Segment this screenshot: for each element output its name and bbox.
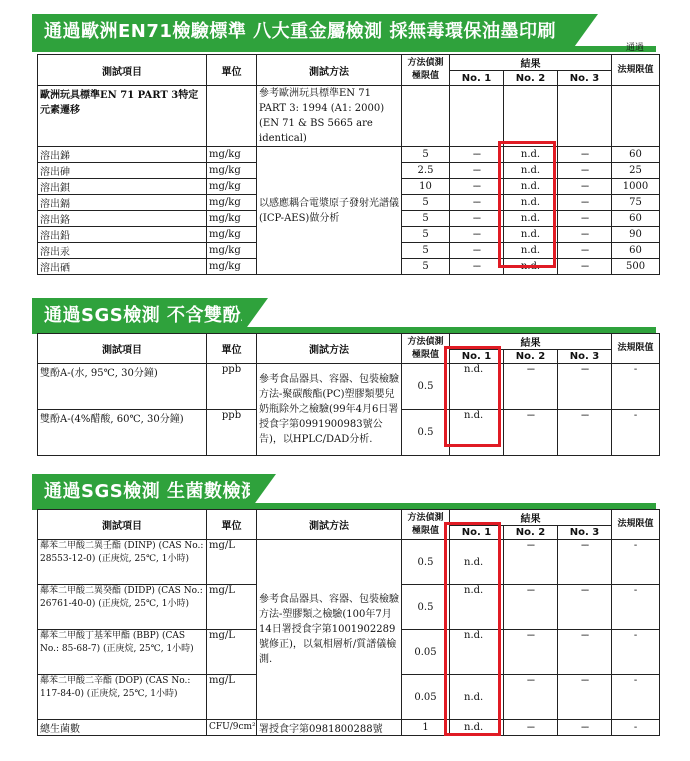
header-method: 測試方法 [257, 55, 402, 86]
table-row-item: 鄰苯二甲酸二異壬酯 (DINP) (CAS No.: 28553-12-0) (正庚烷, 25℃, 1小時) [38, 540, 207, 585]
highlight-box [498, 141, 556, 268]
table-row-item: 溶出砷 [38, 163, 207, 179]
table-row-item: 雙酚A-(4%醋酸, 60℃, 30分鐘) [38, 410, 207, 456]
section1-table: 測試項目 單位 測試方法 方法偵測極限值 結果 法規限值 No. 1 No. 2 No. 3 歐洲玩具標準EN 71 PART 3特定元素遷移 參考歐洲玩具標準EN 71 PART 3: 1994 (A1: 2000) (EN 71 & BS 5665 are identical) 溶出銻 mg/kg 以感應耦合電漿原子發射光譜儀(ICP-AES)做分析 5 --- n.d. --- 60 溶出砷 mg/kg 2.5 --- n.d. --- 25 溶出鋇 mg/kg 10 --- n.d. --- 1000 溶出鎘 mg/kg 5 --- n.d. --- 75 溶出鉻 mg/kg 5 --- n.d. --- 60 溶出鉛 mg/kg 5 --- n.d. --- 90 溶出汞 mg/kg 5 --- n.d. --- 60 溶出硒 mg/kg 5 --- n.d. --- 500 [37, 54, 660, 275]
highlight-box [444, 346, 501, 447]
table-row-item: 雙酚A-(水, 95℃, 30分鐘) [38, 364, 207, 410]
table-row-item: 溶出鎘 [38, 195, 207, 211]
header-reg: 法規限值 [612, 55, 660, 86]
header-result: 結果 [450, 55, 612, 71]
header-unit: 單位 [207, 55, 257, 86]
section2-table: 測試項目 單位 測試方法 方法偵測極限值 結果 法規限值 No. 1 No. 2 No. 3 雙酚A-(水, 95℃, 30分鐘) ppb 參考食品器具、容器、包裝檢驗方法-聚碳酸酯(PC)塑膠類嬰兒奶瓶除外之檢驗(99年4月6日署授食字第0991900983號公告)，以HPLC/DAD分析. 0.5 n.d. --- --- - 雙酚A-(4%醋酸, 60℃, 30分鐘) ppb 0.5 n.d. --- --- - [37, 333, 660, 456]
hplc-method: 參考食品器具、容器、包裝檢驗方法-聚碳酸酯(PC)塑膠類嬰兒奶瓶除外之檢驗(99年4月6日署授食字第0991900983號公告)，以HPLC/DAD分析. [257, 364, 402, 456]
icp-method: 以感應耦合電漿原子發射光譜儀(ICP-AES)做分析 [257, 147, 402, 275]
table-row-item: 溶出鋇 [38, 179, 207, 195]
header-no1: No. 1 [450, 71, 504, 86]
section2-title: 通過SGS檢測 不含雙酚A [44, 305, 256, 326]
standard-method: 參考歐洲玩具標準EN 71 PART 3: 1994 (A1: 2000) (EN 71 & BS 5665 are identical) [257, 86, 402, 147]
table-row-item: 溶出銻 [38, 147, 207, 163]
table-row-item: 溶出汞 [38, 243, 207, 259]
table-row-item: 溶出鉻 [38, 211, 207, 227]
header-no2: No. 2 [504, 71, 558, 86]
header-item: 測試項目 [38, 55, 207, 86]
section3-table: 測試項目 單位 測試方法 方法偵測極限值 結果 法規限值 No. 1 No. 2 No. 3 鄰苯二甲酸二異壬酯 (DINP) (CAS No.: 28553-12-0) (正庚烷, 25℃, 1小時) mg/L 參考食品器具、容器、包裝檢驗方法-塑膠類之檢驗(100年7月14日署授食字第1001902289 號修正)，以氣相層析/質譜儀檢測. 0.5 n.d. --- --- - 鄰苯二甲酸二異癸酯 (DIDP) (CAS No.: 26761-40-0) (正庚烷, 25℃, 1小時) mg/L 0.5 n.d. --- --- - 鄰苯二甲酸丁基苯甲酯 (BBP) (CAS No.: 85-68-7) (正庚烷, 25℃, 1小時) mg/L 0.05 n.d. --- --- - 鄰苯二甲酸二辛酯 (DOP) (CAS No.: 117-84-0) (正庚烷, 25℃, 1小時) mg/L 0.05 n.d. --- --- - 總生菌數 CFU/9cm² 署授食字第0981800288號 1 n.d. --- --- - [37, 509, 660, 736]
table-row-item: 溶出硒 [38, 259, 207, 275]
table-row-item: 鄰苯二甲酸二異癸酯 (DIDP) (CAS No.: 26761-40-0) (正庚烷, 25℃, 1小時) [38, 585, 207, 630]
total-count-item: 總生菌數 [38, 720, 207, 736]
section3-title: 通過SGS檢測 生菌數檢測 [44, 481, 260, 502]
header-limit: 方法偵測極限值 [402, 55, 450, 86]
table-row-item: 溶出鉛 [38, 227, 207, 243]
table-row-item: 鄰苯二甲酸二辛酯 (DOP) (CAS No.: 117-84-0) (正庚烷, 25℃, 1小時) [38, 675, 207, 720]
pass-label: 通過 [626, 43, 645, 53]
table-row-item: 鄰苯二甲酸丁基苯甲酯 (BBP) (CAS No.: 85-68-7) (正庚烷, 25℃, 1小時) [38, 630, 207, 675]
section1-banner [32, 14, 572, 50]
highlight-box [444, 522, 501, 736]
section1-title: 通過歐洲EN71檢驗標準 八大重金屬檢測 採無毒環保油墨印刷 [44, 21, 556, 42]
gcms-method: 參考食品器具、容器、包裝檢驗方法-塑膠類之檢驗(100年7月14日署授食字第1001902289 號修正)，以氣相層析/質譜儀檢測. [257, 540, 402, 720]
standard-item: 歐洲玩具標準EN 71 PART 3特定元素遷移 [38, 86, 207, 147]
header-no3: No. 3 [558, 71, 612, 86]
